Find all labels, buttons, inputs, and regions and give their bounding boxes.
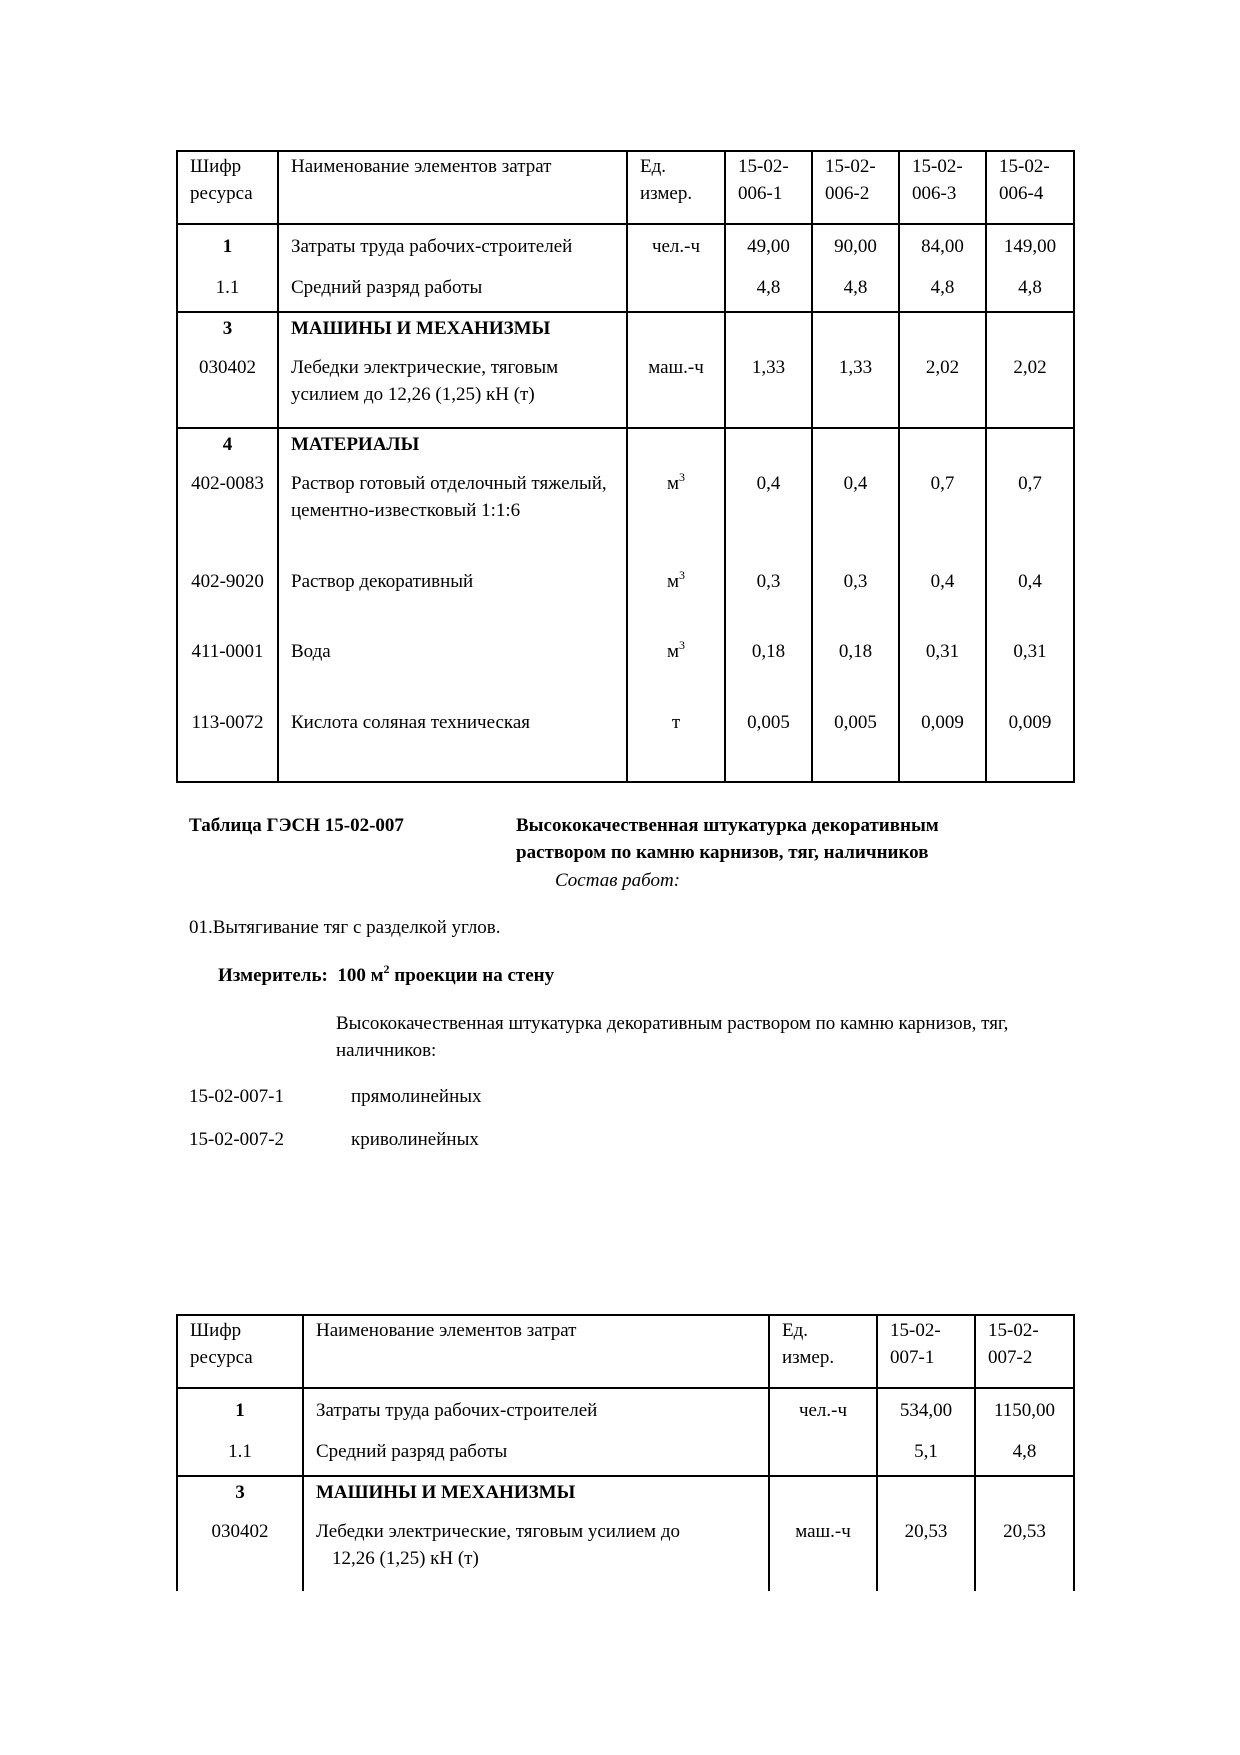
section-row-machines <box>177 1476 1074 1518</box>
row-name: Раствор декоративный <box>278 568 627 638</box>
table-row <box>177 638 1074 709</box>
row-value: 0,4 <box>899 568 986 638</box>
row-value: 0,009 <box>899 709 986 782</box>
table-row <box>177 1388 1074 1430</box>
table-row <box>177 470 1074 568</box>
row-value: 49,00 <box>725 224 812 266</box>
row-name: Вода <box>278 638 627 709</box>
row-value: 0,18 <box>812 638 899 709</box>
row-value: 4,8 <box>725 266 812 312</box>
row-value: 0,31 <box>899 638 986 709</box>
row-unit: $м^3$ <box>627 568 725 638</box>
item-code: 15-02-007-1 <box>189 1086 284 1107</box>
section-row-machines <box>177 312 1074 354</box>
row-value: 4,8 <box>986 266 1074 312</box>
row-code: 1.1 <box>177 266 278 312</box>
table-row <box>177 266 1074 312</box>
header-col: 15-02-007-2 <box>975 1315 1074 1388</box>
row-value: 0,4 <box>812 470 899 568</box>
row-code: 3 <box>177 1476 303 1518</box>
row-code: 411-0001 <box>177 638 278 709</box>
row-value: 4,8 <box>899 266 986 312</box>
table-row <box>177 1518 1074 1591</box>
row-value: 2,02 <box>986 354 1074 428</box>
row-name: Средний разряд работы <box>303 1430 769 1476</box>
table-row <box>177 224 1074 266</box>
header-code: Шифр ресурса <box>177 151 278 224</box>
resource-table-15-02-007 <box>176 1314 1075 1591</box>
row-value: 0,009 <box>986 709 1074 782</box>
row-value: 0,3 <box>812 568 899 638</box>
row-code: 4 <box>177 428 278 470</box>
header-name: Наименование элементов затрат <box>303 1315 769 1388</box>
row-value: 1150,00 <box>975 1388 1074 1430</box>
row-unit: маш.-ч <box>627 354 725 428</box>
row-unit: чел.-ч <box>627 224 725 266</box>
row-name: Лебедки электрические, тяговым усилием до 12,26 (1,25) кН (т) <box>278 354 627 428</box>
row-value: 1,33 <box>725 354 812 428</box>
section-title: Высококачественная штукатурка декоративным раствором по камню карнизов, тяг, наличников <box>516 815 939 863</box>
row-unit: т <box>627 709 725 782</box>
row-code: 402-0083 <box>177 470 278 568</box>
row-code: 1 <box>177 1388 303 1430</box>
section-title: МАТЕРИАЛЫ <box>278 428 627 470</box>
header-col: 15-02-006-4 <box>986 151 1074 224</box>
table-row <box>177 1430 1074 1476</box>
header-unit: Ед. измер. <box>769 1315 877 1388</box>
header-code: Шифр ресурса <box>177 1315 303 1388</box>
section-title: МАШИНЫ И МЕХАНИЗМЫ <box>303 1476 769 1518</box>
header-col: 15-02-006-1 <box>725 151 812 224</box>
row-value: 4,8 <box>975 1430 1074 1476</box>
header-name: Наименование элементов затрат <box>278 151 627 224</box>
section-row-materials <box>177 428 1074 470</box>
row-code: 030402 <box>177 1518 303 1591</box>
row-name: Раствор готовый отделочный тяжелый, цементно-известковый 1:1:6 <box>278 470 627 568</box>
row-unit <box>769 1430 877 1476</box>
row-name: Затраты труда рабочих-строителей <box>303 1388 769 1430</box>
item-code: 15-02-007-2 <box>189 1129 284 1150</box>
row-code: 1.1 <box>177 1430 303 1476</box>
table-header-row <box>177 1315 1074 1388</box>
measure-label: Измеритель: <box>218 965 328 986</box>
row-code: 030402 <box>177 354 278 428</box>
row-value: 4,8 <box>812 266 899 312</box>
row-value: 0,4 <box>986 568 1074 638</box>
row-value: 20,53 <box>877 1518 975 1591</box>
row-value: 5,1 <box>877 1430 975 1476</box>
work-item: 01.Вытягивание тяг с разделкой углов. <box>189 917 501 938</box>
row-code: 1 <box>177 224 278 266</box>
row-value: 0,7 <box>899 470 986 568</box>
row-value: 90,00 <box>812 224 899 266</box>
table-row <box>177 709 1074 782</box>
row-name: Кислота соляная техническая <box>278 709 627 782</box>
row-unit: $м^3$ <box>627 470 725 568</box>
work-composition-heading: Состав работ: <box>555 870 681 891</box>
row-code: 402-9020 <box>177 568 278 638</box>
row-unit: чел.-ч <box>769 1388 877 1430</box>
row-value: 0,4 <box>725 470 812 568</box>
row-code: 3 <box>177 312 278 354</box>
item-name: прямолинейных <box>351 1086 482 1107</box>
row-value: 0,18 <box>725 638 812 709</box>
row-value: 1,33 <box>812 354 899 428</box>
description: Высококачественная штукатурка декоративным раствором по камню карнизов, тяг, наличников: <box>336 1013 1009 1061</box>
measure-value: 100 $м^2$ проекции на стену <box>337 962 555 986</box>
row-value: 149,00 <box>986 224 1074 266</box>
row-name: Средний разряд работы <box>278 266 627 312</box>
resource-table-15-02-006 <box>176 150 1075 783</box>
row-unit: маш.-ч <box>769 1518 877 1591</box>
table-header-row <box>177 151 1074 224</box>
row-name: Лебедки электрические, тяговым усилием до 12,26 (1,25) кН (т) <box>303 1518 769 1591</box>
item-name: криволинейных <box>351 1129 479 1150</box>
row-value: 0,3 <box>725 568 812 638</box>
table-label: Таблица ГЭСН 15-02-007 <box>189 815 404 836</box>
row-value: 84,00 <box>899 224 986 266</box>
row-value: 0,31 <box>986 638 1074 709</box>
section-title: МАШИНЫ И МЕХАНИЗМЫ <box>278 312 627 354</box>
table-row <box>177 568 1074 638</box>
row-value: 534,00 <box>877 1388 975 1430</box>
header-col: 15-02-006-2 <box>812 151 899 224</box>
row-code: 113-0072 <box>177 709 278 782</box>
row-value: 20,53 <box>975 1518 1074 1591</box>
header-col: 15-02-007-1 <box>877 1315 975 1388</box>
row-value: 0,005 <box>725 709 812 782</box>
row-unit: $м^3$ <box>627 638 725 709</box>
row-value: 2,02 <box>899 354 986 428</box>
header-unit: Ед. измер. <box>627 151 725 224</box>
header-col: 15-02-006-3 <box>899 151 986 224</box>
table-row <box>177 354 1074 428</box>
measure-unit <box>218 962 554 989</box>
row-name: Затраты труда рабочих-строителей <box>278 224 627 266</box>
row-value: 0,7 <box>986 470 1074 568</box>
row-value: 0,005 <box>812 709 899 782</box>
row-unit <box>627 266 725 312</box>
